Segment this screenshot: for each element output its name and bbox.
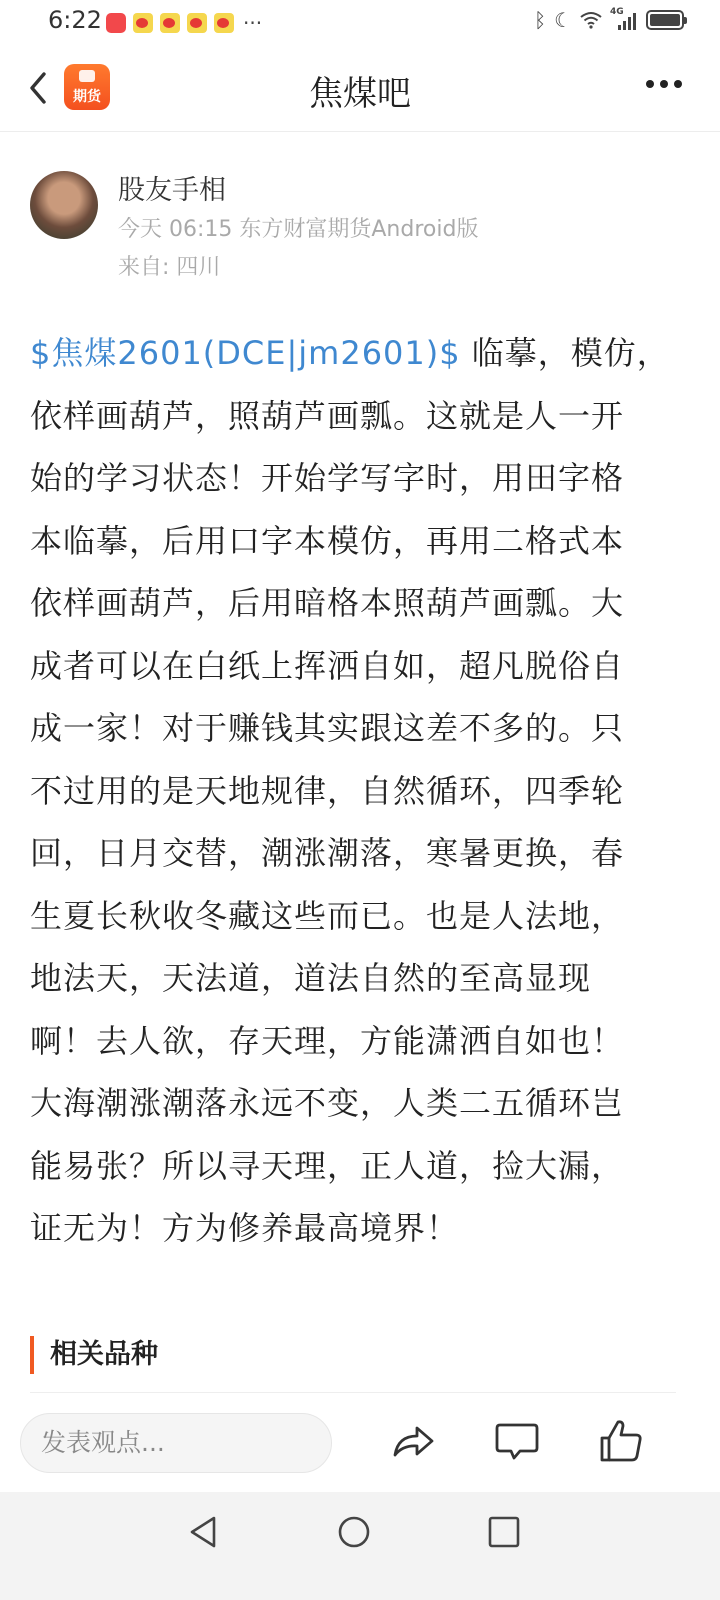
author-name[interactable]: 股友手相 bbox=[118, 175, 226, 206]
post-content bbox=[30, 322, 670, 1260]
post-location: 来自: 四川 bbox=[118, 255, 221, 280]
back-arrow-icon[interactable] bbox=[24, 68, 52, 108]
futures-app-logo[interactable] bbox=[64, 64, 110, 110]
wifi-icon bbox=[580, 11, 602, 29]
weibo-notification-icon bbox=[187, 13, 207, 33]
post-text-line: 不过用的是天地规律，自然循环，四季轮 bbox=[30, 771, 625, 810]
author-avatar[interactable] bbox=[30, 171, 98, 239]
section-divider bbox=[30, 1392, 676, 1393]
post-text-line: 临摹，模仿， bbox=[460, 334, 670, 372]
share-icon[interactable] bbox=[388, 1416, 438, 1466]
logo-label: 期货 bbox=[73, 89, 101, 105]
post-text-line: 地法天，天法道，道法自然的至高显现 bbox=[30, 959, 592, 997]
post-text-line: 生夏长秋收冬藏这些而已。也是人法地， bbox=[30, 896, 625, 935]
app-notification-icon bbox=[106, 13, 126, 33]
like-thumb-icon[interactable] bbox=[596, 1416, 646, 1466]
post-text-line: 依样画葫芦，后用暗格本照葫芦画瓢。大 bbox=[30, 584, 625, 622]
notification-icons bbox=[106, 11, 262, 35]
related-section-header bbox=[30, 1336, 158, 1374]
system-nav-bar bbox=[0, 1492, 720, 1600]
more-notifications-icon: ··· bbox=[243, 11, 263, 35]
related-section-title: 相关品种 bbox=[50, 1339, 158, 1370]
cell-signal-icon bbox=[610, 7, 636, 30]
network-type: 4G bbox=[610, 7, 624, 17]
system-recent-apps-icon[interactable] bbox=[484, 1512, 524, 1552]
top-nav-bar bbox=[0, 44, 720, 132]
comment-icon[interactable] bbox=[492, 1416, 542, 1466]
system-back-icon[interactable] bbox=[184, 1512, 224, 1552]
post-text-line: 成一家！对于赚钱其实跟这差不多的。只 bbox=[30, 709, 625, 747]
status-bar bbox=[0, 0, 720, 44]
post-timestamp-source: 今天 06:15 东方财富期货Android版 bbox=[118, 217, 479, 242]
post-text-line: 依样画葫芦，照葫芦画瓢。这就是人一开 bbox=[30, 396, 625, 435]
post-text-line: 证无为！方为修养最高境界！ bbox=[30, 1209, 460, 1247]
stock-tag-link[interactable]: $焦煤2601(DCE|jm2601)$ bbox=[30, 334, 461, 372]
do-not-disturb-icon: ☾ bbox=[554, 8, 572, 32]
status-indicators bbox=[534, 8, 684, 32]
weibo-notification-icon bbox=[133, 13, 153, 33]
post-text-line: 始的学习状态！开始学写字时，用田字格 bbox=[30, 459, 625, 497]
comment-input[interactable]: 发表观点... bbox=[20, 1413, 332, 1473]
post-text-line: 能易张？所以寻天理，正人道，捡大漏， bbox=[30, 1146, 625, 1185]
system-home-icon[interactable] bbox=[334, 1512, 374, 1552]
post-text-line: 回，日月交替，潮涨潮落，寒暑更换，春 bbox=[30, 834, 625, 872]
post-text-line: 大海潮涨潮落永远不变，人类二五循环岂 bbox=[30, 1084, 625, 1122]
weibo-notification-icon bbox=[160, 13, 180, 33]
bluetooth-icon: ᛒ bbox=[534, 8, 547, 32]
post-text-line: 本临摹，后用口字本模仿，再用二格式本 bbox=[30, 521, 625, 560]
post-line-1 bbox=[30, 322, 670, 385]
page-title: 焦煤吧 bbox=[309, 74, 411, 114]
post-text-line: 成者可以在白纸上挥洒自如，超凡脱俗自 bbox=[30, 646, 625, 685]
more-options-icon[interactable] bbox=[646, 80, 682, 88]
battery-icon bbox=[646, 10, 684, 30]
status-time: 6:22 bbox=[48, 6, 102, 34]
weibo-notification-icon bbox=[214, 13, 234, 33]
post-text-line: 啊！去人欲，存天理，方能潇洒自如也！ bbox=[30, 1021, 625, 1060]
logo-flag-icon bbox=[79, 70, 95, 82]
bottom-action-bar bbox=[0, 1394, 720, 1492]
